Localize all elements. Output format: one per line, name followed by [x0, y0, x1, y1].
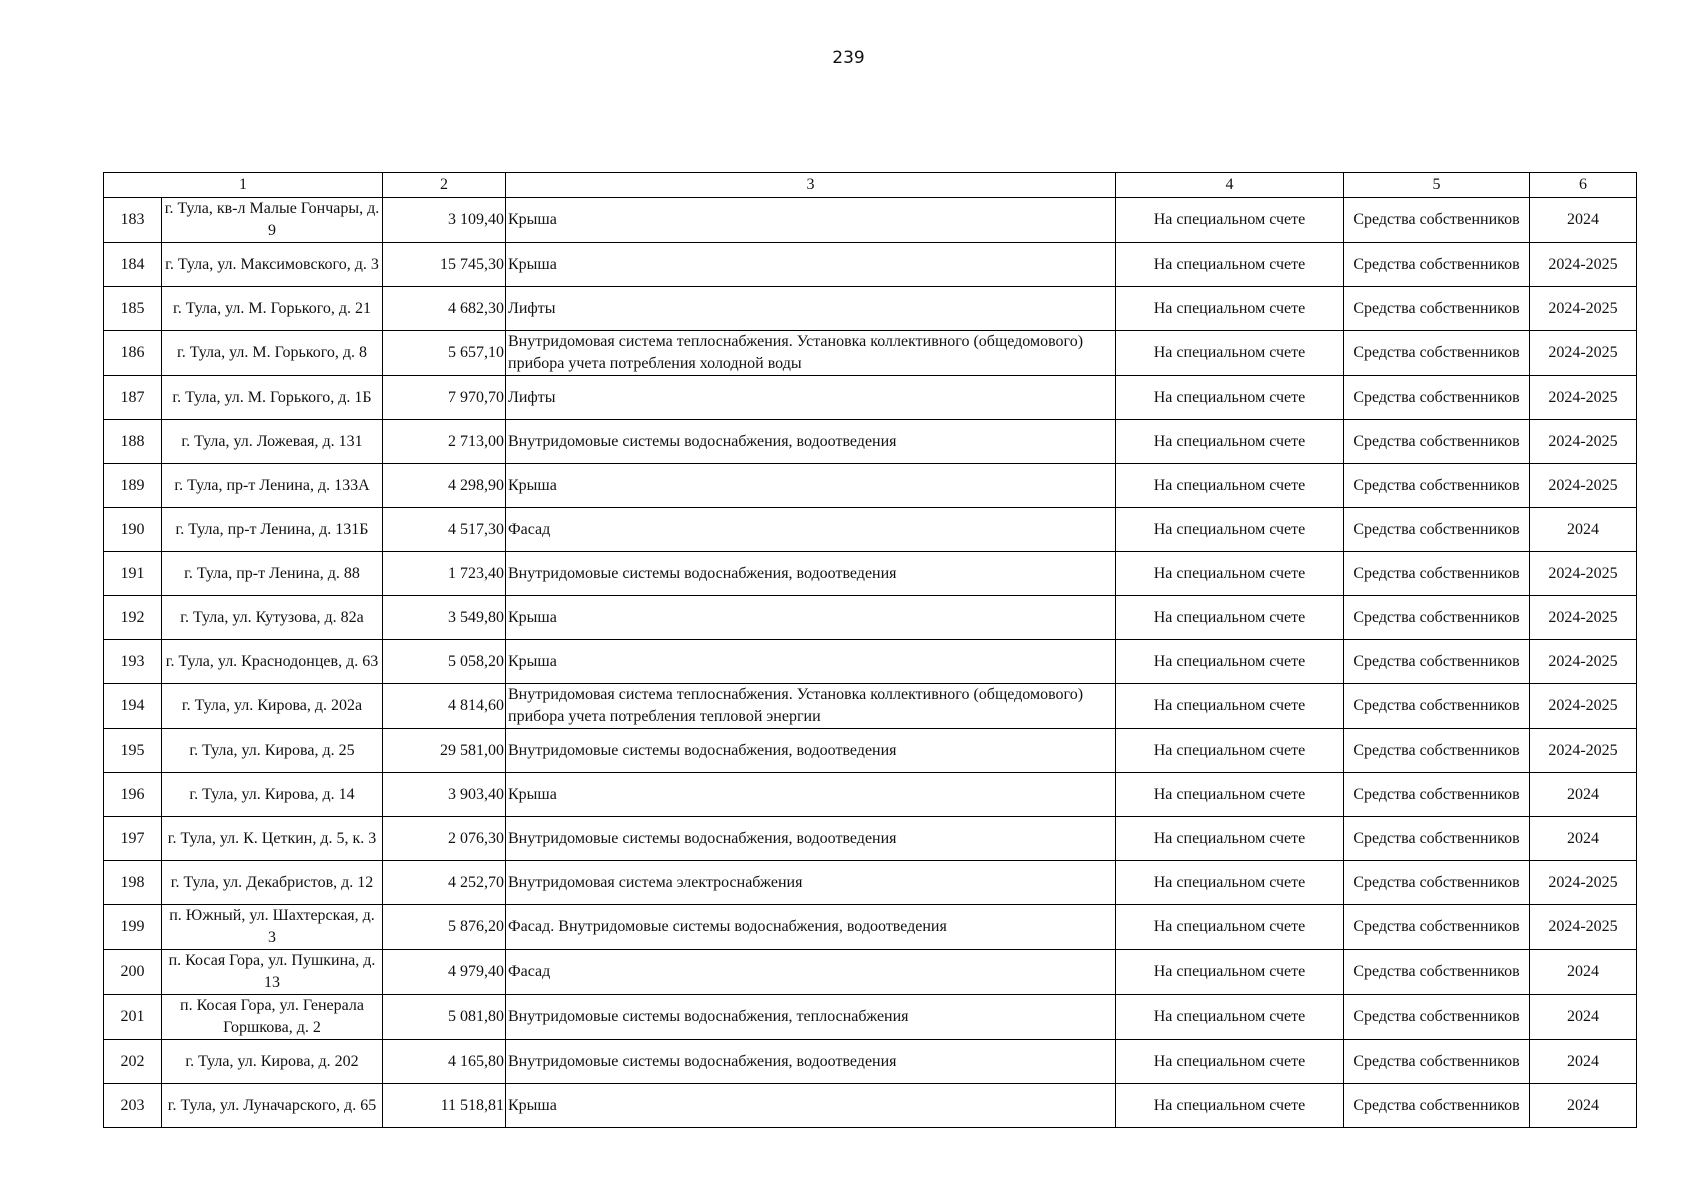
- row-number: 183: [104, 198, 162, 243]
- table-row: [104, 640, 1637, 684]
- years-cell: 2024-2025: [1530, 420, 1637, 464]
- funding-source-cell: Средства собственников: [1344, 640, 1530, 684]
- funding-source-cell: Средства собственников: [1344, 198, 1530, 243]
- work-type-cell: Лифты: [506, 287, 1116, 331]
- work-type-cell: Крыша: [506, 198, 1116, 243]
- address-cell: г. Тула, пр-т Ленина, д. 131Б: [162, 508, 383, 552]
- work-type-cell: Крыша: [506, 596, 1116, 640]
- table-row: [104, 773, 1637, 817]
- header-col-5: 5: [1344, 173, 1530, 198]
- work-type-cell: Внутридомовые системы водоснабжения, теплоснабжения: [506, 995, 1116, 1040]
- funding-source-cell: Средства собственников: [1344, 243, 1530, 287]
- account-cell: На специальном счете: [1116, 684, 1344, 729]
- account-cell: На специальном счете: [1116, 331, 1344, 376]
- area-cell: 2 076,30: [383, 817, 506, 861]
- row-number: 186: [104, 331, 162, 376]
- area-cell: 4 298,90: [383, 464, 506, 508]
- area-cell: 3 549,80: [383, 596, 506, 640]
- row-number: 203: [104, 1084, 162, 1128]
- area-cell: 3 903,40: [383, 773, 506, 817]
- funding-source-cell: Средства собственников: [1344, 508, 1530, 552]
- years-cell: 2024-2025: [1530, 376, 1637, 420]
- area-cell: 5 657,10: [383, 331, 506, 376]
- address-cell: г. Тула, ул. Декабристов, д. 12: [162, 861, 383, 905]
- address-cell: г. Тула, пр-т Ленина, д. 133А: [162, 464, 383, 508]
- funding-source-cell: Средства собственников: [1344, 817, 1530, 861]
- table-row: [104, 684, 1637, 729]
- address-cell: г. Тула, ул. Луначарского, д. 65: [162, 1084, 383, 1128]
- row-number: 187: [104, 376, 162, 420]
- row-number: 184: [104, 243, 162, 287]
- funding-source-cell: Средства собственников: [1344, 1040, 1530, 1084]
- address-cell: г. Тула, кв-л Малые Гончары, д. 9: [162, 198, 383, 243]
- account-cell: На специальном счете: [1116, 1084, 1344, 1128]
- work-type-cell: Крыша: [506, 773, 1116, 817]
- row-number: 190: [104, 508, 162, 552]
- address-cell: п. Косая Гора, ул. Пушкина, д. 13: [162, 950, 383, 995]
- work-type-cell: Внутридомовая система теплоснабжения. Установка коллективного (общедомового) прибора учета потребления холодной воды: [506, 331, 1116, 376]
- area-cell: 3 109,40: [383, 198, 506, 243]
- row-number: 185: [104, 287, 162, 331]
- table-row: [104, 376, 1637, 420]
- work-type-cell: Внутридомовые системы водоснабжения, водоотведения: [506, 552, 1116, 596]
- table-row: [104, 243, 1637, 287]
- work-type-cell: Внутридомовая система электроснабжения: [506, 861, 1116, 905]
- account-cell: На специальном счете: [1116, 640, 1344, 684]
- account-cell: На специальном счете: [1116, 552, 1344, 596]
- account-cell: На специальном счете: [1116, 729, 1344, 773]
- years-cell: 2024-2025: [1530, 464, 1637, 508]
- years-cell: 2024: [1530, 950, 1637, 995]
- address-cell: г. Тула, ул. Кутузова, д. 82а: [162, 596, 383, 640]
- area-cell: 1 723,40: [383, 552, 506, 596]
- table-row: [104, 1084, 1637, 1128]
- row-number: 198: [104, 861, 162, 905]
- table-row: [104, 950, 1637, 995]
- funding-source-cell: Средства собственников: [1344, 1084, 1530, 1128]
- row-number: 200: [104, 950, 162, 995]
- area-cell: 5 081,80: [383, 995, 506, 1040]
- table-row: [104, 1040, 1637, 1084]
- table-row: [104, 995, 1637, 1040]
- header-col-2: 2: [383, 173, 506, 198]
- row-number: 192: [104, 596, 162, 640]
- area-cell: 29 581,00: [383, 729, 506, 773]
- work-type-cell: Крыша: [506, 464, 1116, 508]
- funding-source-cell: Средства собственников: [1344, 729, 1530, 773]
- work-type-cell: Крыша: [506, 640, 1116, 684]
- years-cell: 2024-2025: [1530, 729, 1637, 773]
- account-cell: На специальном счете: [1116, 995, 1344, 1040]
- header-col-1: 1: [104, 173, 383, 198]
- account-cell: На специальном счете: [1116, 420, 1344, 464]
- address-cell: г. Тула, ул. Ложевая, д. 131: [162, 420, 383, 464]
- address-cell: г. Тула, ул. М. Горького, д. 8: [162, 331, 383, 376]
- table-row: [104, 905, 1637, 950]
- header-col-6: 6: [1530, 173, 1637, 198]
- years-cell: 2024-2025: [1530, 684, 1637, 729]
- funding-source-cell: Средства собственников: [1344, 464, 1530, 508]
- years-cell: 2024-2025: [1530, 905, 1637, 950]
- header-col-4: 4: [1116, 173, 1344, 198]
- funding-source-cell: Средства собственников: [1344, 773, 1530, 817]
- account-cell: На специальном счете: [1116, 464, 1344, 508]
- funding-source-cell: Средства собственников: [1344, 376, 1530, 420]
- area-cell: 11 518,81: [383, 1084, 506, 1128]
- address-cell: п. Южный, ул. Шахтерская, д. 3: [162, 905, 383, 950]
- work-type-cell: Внутридомовые системы водоснабжения, водоотведения: [506, 817, 1116, 861]
- address-cell: г. Тула, ул. Кирова, д. 202: [162, 1040, 383, 1084]
- work-type-cell: Крыша: [506, 1084, 1116, 1128]
- row-number: 191: [104, 552, 162, 596]
- area-cell: 4 165,80: [383, 1040, 506, 1084]
- funding-source-cell: Средства собственников: [1344, 861, 1530, 905]
- years-cell: 2024: [1530, 198, 1637, 243]
- work-type-cell: Внутридомовая система теплоснабжения. Установка коллективного (общедомового) прибора учета потребления тепловой энергии: [506, 684, 1116, 729]
- funding-source-cell: Средства собственников: [1344, 552, 1530, 596]
- work-type-cell: Фасад. Внутридомовые системы водоснабжения, водоотведения: [506, 905, 1116, 950]
- work-type-cell: Внутридомовые системы водоснабжения, водоотведения: [506, 420, 1116, 464]
- account-cell: На специальном счете: [1116, 287, 1344, 331]
- account-cell: На специальном счете: [1116, 817, 1344, 861]
- area-cell: 4 979,40: [383, 950, 506, 995]
- row-number: 194: [104, 684, 162, 729]
- table-row: [104, 331, 1637, 376]
- address-cell: г. Тула, ул. М. Горького, д. 1Б: [162, 376, 383, 420]
- funding-source-cell: Средства собственников: [1344, 905, 1530, 950]
- address-cell: г. Тула, пр-т Ленина, д. 88: [162, 552, 383, 596]
- work-type-cell: Лифты: [506, 376, 1116, 420]
- years-cell: 2024-2025: [1530, 640, 1637, 684]
- area-cell: 4 517,30: [383, 508, 506, 552]
- area-cell: 2 713,00: [383, 420, 506, 464]
- table-row: [104, 552, 1637, 596]
- years-cell: 2024-2025: [1530, 861, 1637, 905]
- area-cell: 4 814,60: [383, 684, 506, 729]
- area-cell: 15 745,30: [383, 243, 506, 287]
- address-cell: г. Тула, ул. Краснодонцев, д. 63: [162, 640, 383, 684]
- row-number: 196: [104, 773, 162, 817]
- address-cell: г. Тула, ул. Кирова, д. 25: [162, 729, 383, 773]
- row-number: 197: [104, 817, 162, 861]
- years-cell: 2024: [1530, 773, 1637, 817]
- address-cell: г. Тула, ул. Кирова, д. 14: [162, 773, 383, 817]
- funding-source-cell: Средства собственников: [1344, 684, 1530, 729]
- area-cell: 5 876,20: [383, 905, 506, 950]
- years-cell: 2024-2025: [1530, 552, 1637, 596]
- account-cell: На специальном счете: [1116, 773, 1344, 817]
- years-cell: 2024: [1530, 1040, 1637, 1084]
- work-type-cell: Фасад: [506, 950, 1116, 995]
- years-cell: 2024: [1530, 508, 1637, 552]
- area-cell: 4 682,30: [383, 287, 506, 331]
- work-type-cell: Внутридомовые системы водоснабжения, водоотведения: [506, 1040, 1116, 1084]
- address-cell: г. Тула, ул. Максимовского, д. 3: [162, 243, 383, 287]
- row-number: 188: [104, 420, 162, 464]
- account-cell: На специальном счете: [1116, 950, 1344, 995]
- address-cell: г. Тула, ул. Кирова, д. 202а: [162, 684, 383, 729]
- years-cell: 2024-2025: [1530, 331, 1637, 376]
- funding-source-cell: Средства собственников: [1344, 331, 1530, 376]
- area-cell: 4 252,70: [383, 861, 506, 905]
- account-cell: На специальном счете: [1116, 198, 1344, 243]
- table-row: [104, 420, 1637, 464]
- row-number: 202: [104, 1040, 162, 1084]
- row-number: 201: [104, 995, 162, 1040]
- account-cell: На специальном счете: [1116, 376, 1344, 420]
- years-cell: 2024-2025: [1530, 596, 1637, 640]
- address-cell: г. Тула, ул. К. Цеткин, д. 5, к. 3: [162, 817, 383, 861]
- table-row: [104, 198, 1637, 243]
- account-cell: На специальном счете: [1116, 905, 1344, 950]
- row-number: 189: [104, 464, 162, 508]
- account-cell: На специальном счете: [1116, 243, 1344, 287]
- funding-source-cell: Средства собственников: [1344, 420, 1530, 464]
- account-cell: На специальном счете: [1116, 861, 1344, 905]
- account-cell: На специальном счете: [1116, 596, 1344, 640]
- years-cell: 2024: [1530, 995, 1637, 1040]
- work-type-cell: Внутридомовые системы водоснабжения, водоотведения: [506, 729, 1116, 773]
- work-type-cell: Фасад: [506, 508, 1116, 552]
- years-cell: 2024-2025: [1530, 243, 1637, 287]
- work-type-cell: Крыша: [506, 243, 1116, 287]
- row-number: 199: [104, 905, 162, 950]
- header-row: [104, 173, 1637, 198]
- years-cell: 2024: [1530, 817, 1637, 861]
- table-row: [104, 464, 1637, 508]
- row-number: 193: [104, 640, 162, 684]
- address-cell: п. Косая Гора, ул. Генерала Горшкова, д. 2: [162, 995, 383, 1040]
- account-cell: На специальном счете: [1116, 508, 1344, 552]
- funding-source-cell: Средства собственников: [1344, 995, 1530, 1040]
- row-number: 195: [104, 729, 162, 773]
- address-cell: г. Тула, ул. М. Горького, д. 21: [162, 287, 383, 331]
- area-cell: 5 058,20: [383, 640, 506, 684]
- capital-repair-table: [103, 172, 1637, 1128]
- years-cell: 2024-2025: [1530, 287, 1637, 331]
- years-cell: 2024: [1530, 1084, 1637, 1128]
- table-row: [104, 596, 1637, 640]
- account-cell: На специальном счете: [1116, 1040, 1344, 1084]
- area-cell: 7 970,70: [383, 376, 506, 420]
- table-row: [104, 287, 1637, 331]
- page-number: 239: [832, 48, 865, 68]
- funding-source-cell: Средства собственников: [1344, 596, 1530, 640]
- funding-source-cell: Средства собственников: [1344, 950, 1530, 995]
- funding-source-cell: Средства собственников: [1344, 287, 1530, 331]
- table-row: [104, 508, 1637, 552]
- header-col-3: 3: [506, 173, 1116, 198]
- table-row: [104, 729, 1637, 773]
- table-row: [104, 861, 1637, 905]
- table-row: [104, 817, 1637, 861]
